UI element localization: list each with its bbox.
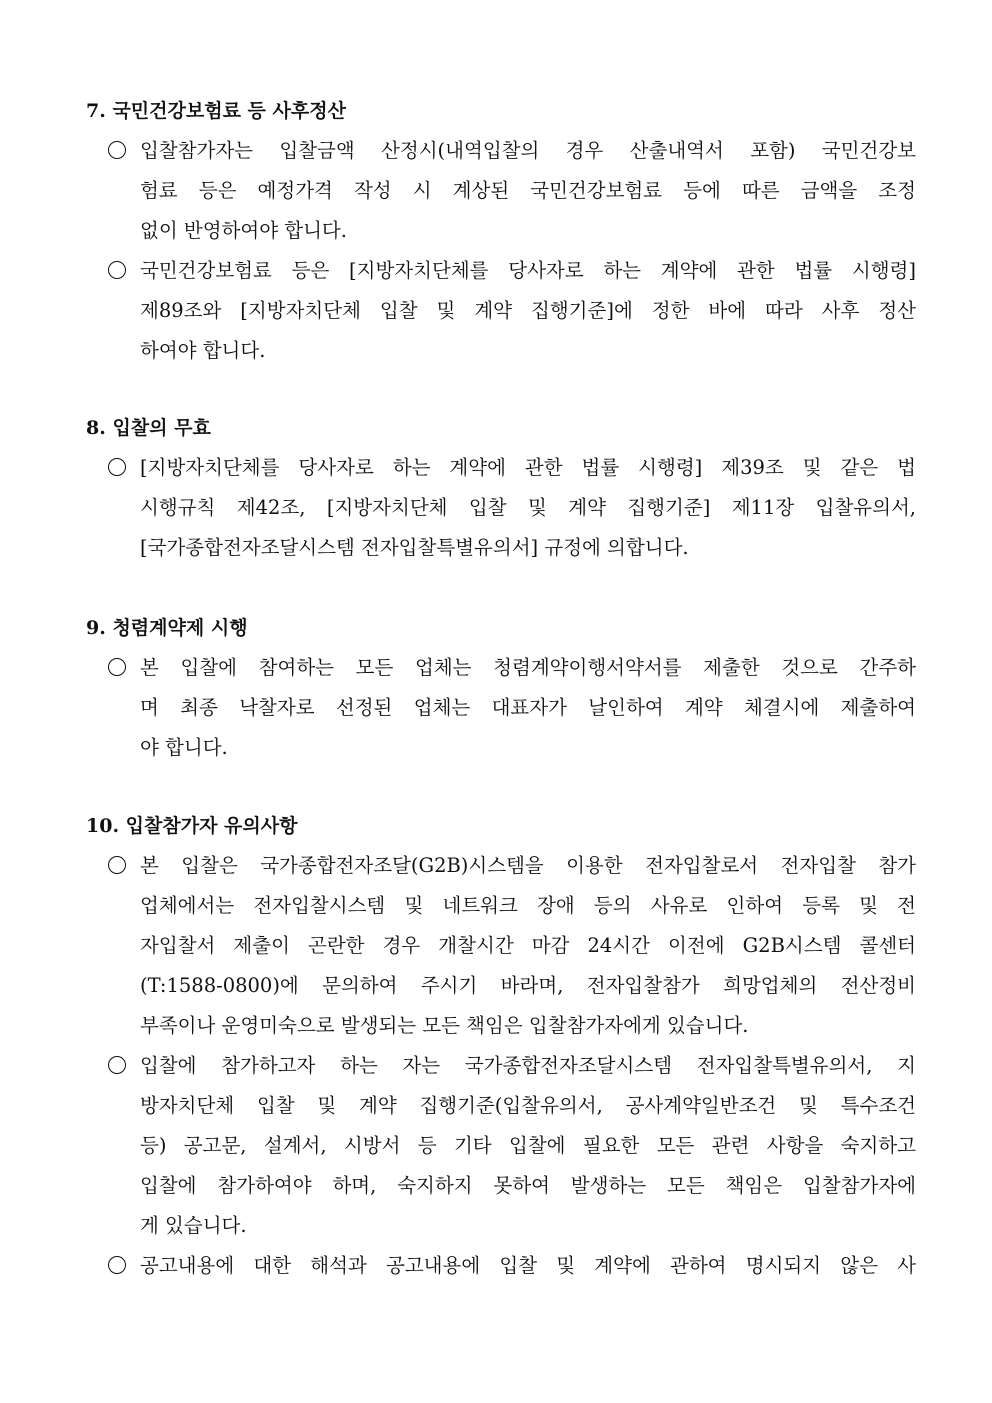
- text-line: 본 입찰에 참여하는 모든 업체는 청렴계약이행서약서를 제출한 것으로 간주하: [140, 656, 916, 679]
- circle-bullet-icon: [108, 141, 126, 159]
- text-line: 방자치단체 입찰 및 계약 집행기준(입찰유의서, 공사계약일반조건 및 특수조건: [140, 1094, 916, 1117]
- text-line: 업체에서는 전자입찰시스템 및 네트워크 장애 등의 사유로 인하여 등록 및 전: [140, 894, 916, 917]
- list-item: [86, 648, 916, 768]
- list-item: [86, 846, 916, 1046]
- section-heading: 8. 입찰의 무효: [86, 417, 211, 439]
- text-line: 험료 등은 예정가격 작성 시 계상된 국민건강보험료 등에 따른 금액을 조정: [140, 179, 916, 202]
- text-line: [국가종합전자조달시스템 전자입찰특별유의서] 규정에 의합니다.: [140, 536, 689, 559]
- text-line: 며 최종 낙찰자로 선정된 업체는 대표자가 날인하여 계약 체결시에 제출하여: [140, 696, 916, 719]
- circle-bullet-icon: [108, 1256, 126, 1274]
- section-heading: 7. 국민건강보험료 등 사후정산: [86, 100, 346, 122]
- text-line: 야 합니다.: [140, 736, 228, 759]
- text-line: 제89조와 [지방자치단체 입찰 및 계약 집행기준]에 정한 바에 따라 사후 정산: [140, 299, 916, 322]
- text-line: 입찰에 참가하고자 하는 자는 국가종합전자조달시스템 전자입찰특별유의서, 지: [140, 1054, 916, 1077]
- list-item: [86, 448, 916, 568]
- text-line: 게 있습니다.: [140, 1214, 247, 1237]
- section-10: [86, 806, 916, 1286]
- text-line: 없이 반영하여야 합니다.: [140, 219, 347, 242]
- circle-bullet-icon: [108, 1056, 126, 1074]
- circle-bullet-icon: [108, 261, 126, 279]
- text-line: 하여야 합니다.: [140, 339, 266, 362]
- circle-bullet-icon: [108, 856, 126, 874]
- text-line: 공고내용에 대한 해석과 공고내용에 입찰 및 계약에 관하여 명시되지 않은 사: [140, 1254, 916, 1277]
- section-heading: 9. 청렴계약제 시행: [86, 617, 248, 639]
- text-line: 부족이나 운영미숙으로 발생되는 모든 책임은 입찰참가자에게 있습니다.: [140, 1014, 749, 1037]
- list-item: [86, 1046, 916, 1246]
- text-line: 등) 공고문, 설계서, 시방서 등 기타 입찰에 필요한 모든 관련 사항을 숙지하고: [140, 1134, 916, 1157]
- text-line: 국민건강보험료 등은 [지방자치단체를 당사자로 하는 계약에 관한 법률 시행령]: [140, 259, 916, 282]
- section-7: [86, 91, 916, 371]
- section-9: [86, 608, 916, 768]
- list-item: [86, 251, 916, 371]
- text-line: 시행규칙 제42조, [지방자치단체 입찰 및 계약 집행기준] 제11장 입찰유의서,: [140, 496, 916, 519]
- text-line: [지방자치단체를 당사자로 하는 계약에 관한 법률 시행령] 제39조 및 같은 법: [140, 456, 916, 479]
- text-line: 본 입찰은 국가종합전자조달(G2B)시스템을 이용한 전자입찰로서 전자입찰 참가: [140, 854, 916, 877]
- text-line: (T:1588-0800)에 문의하여 주시기 바라며, 전자입찰참가 희망업체의 전산정비: [140, 974, 916, 997]
- text-line: 입찰참가자는 입찰금액 산정시(내역입찰의 경우 산출내역서 포함) 국민건강보: [140, 139, 916, 162]
- section-heading: 10. 입찰참가자 유의사항: [86, 815, 298, 837]
- list-item: [86, 131, 916, 251]
- section-8: [86, 408, 916, 568]
- text-line: 입찰에 참가하여야 하며, 숙지하지 못하여 발생하는 모든 책임은 입찰참가자에: [140, 1174, 916, 1197]
- text-line: 자입찰서 제출이 곤란한 경우 개찰시간 마감 24시간 이전에 G2B시스템 콜센터: [140, 934, 916, 957]
- list-item: [86, 1246, 916, 1286]
- circle-bullet-icon: [108, 458, 126, 476]
- circle-bullet-icon: [108, 658, 126, 676]
